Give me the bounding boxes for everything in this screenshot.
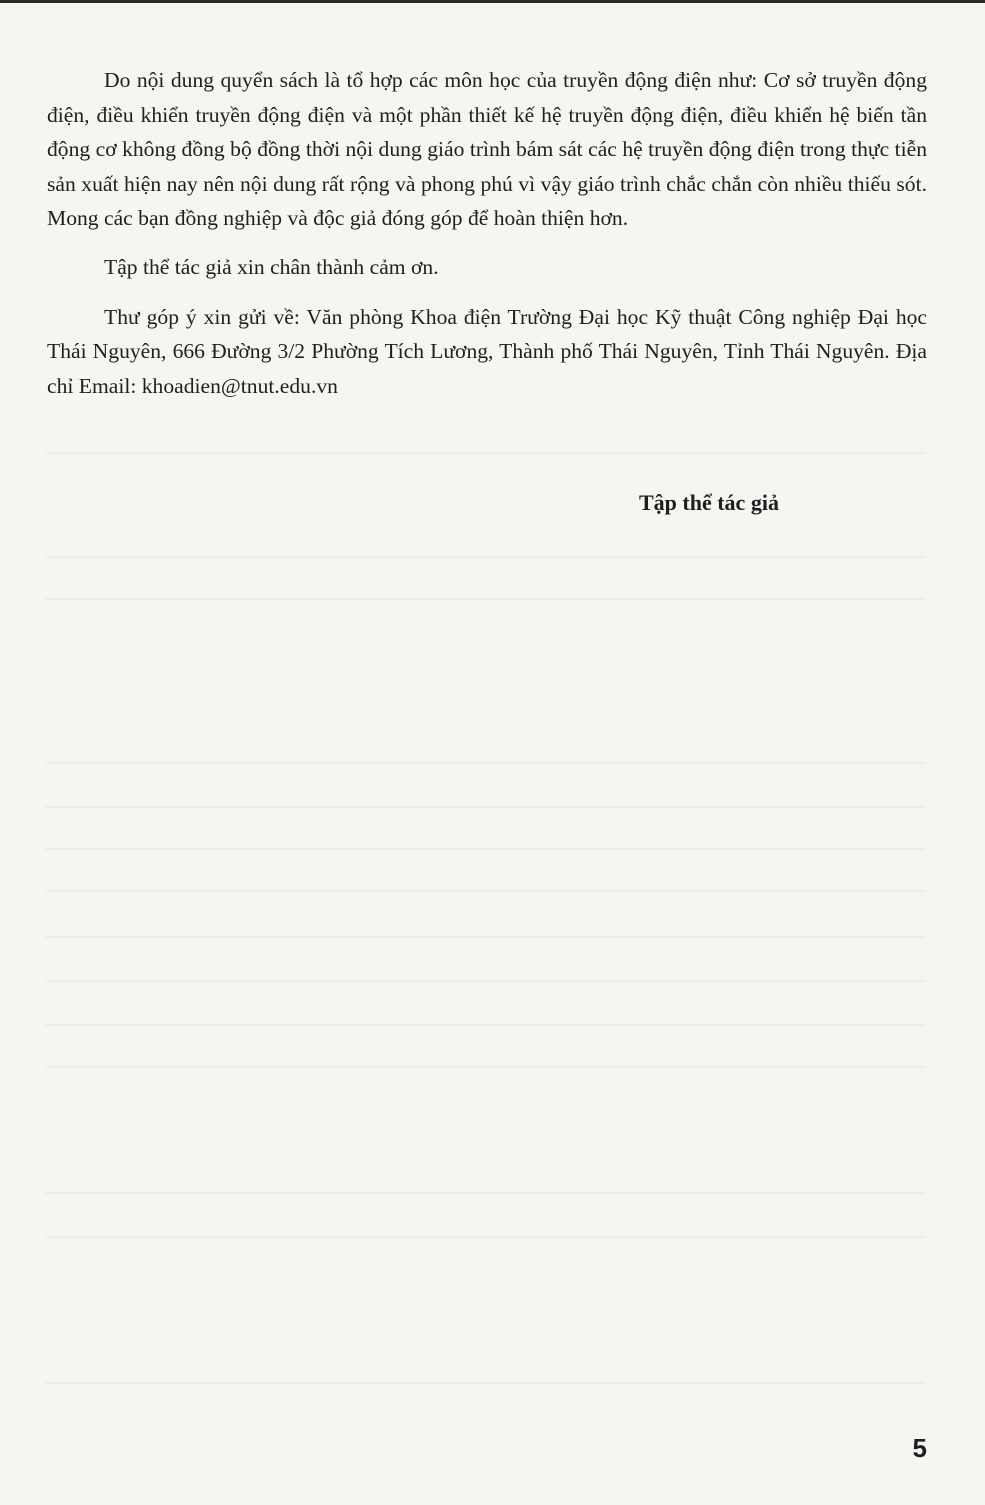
bleed-through-line	[45, 936, 925, 938]
bleed-through-line	[45, 598, 925, 600]
bleed-through-line	[45, 1024, 925, 1026]
bleed-through-line	[45, 806, 925, 808]
author-signature: Tập thể tác giả	[639, 490, 779, 515]
bleed-through-line	[45, 556, 925, 558]
paragraph-contact: Thư góp ý xin gửi về: Văn phòng Khoa điện Trường Đại học Kỹ thuật Công nghiệp Đại học Thái Nguyên, 666 Đường 3/2 Phường Tích Lương, Thành phố Thái Nguyên, Tỉnh Thái Nguyên. Địa chỉ Email: khoadien@tnut.edu.vn	[47, 304, 927, 398]
bleed-through-line	[45, 1066, 925, 1068]
bleed-through-line	[45, 980, 925, 982]
bleed-through-line	[45, 452, 925, 454]
bleed-through-line	[45, 762, 925, 764]
bleed-through-line	[45, 1236, 925, 1238]
bleed-through-line	[45, 1382, 925, 1384]
bleed-through-line	[45, 848, 925, 850]
paragraph-content-note: Do nội dung quyển sách là tổ hợp các môn học của truyền động điện như: Cơ sở truyền động điện, điều khiển truyền động điện và một phần thiết kế hệ truyền động điện, điều khiển hệ biến tần động cơ không đồng bộ đồng thời nội dung giáo trình bám sát các hệ truyền động điện trong thực tiễn sản xuất hiện nay nên nội dung rất rộng và phong phú vì vậy giáo trình chắc chắn còn nhiều thiếu sót. Mong các bạn đồng nghiệp và độc giả đóng góp để hoàn thiện hơn.	[47, 68, 927, 231]
preface-body	[47, 63, 927, 418]
top-edge-rule	[0, 0, 985, 3]
page-number: 5	[912, 1433, 927, 1463]
paragraph-thanks: Tập thể tác giả xin chân thành cảm ơn.	[104, 255, 439, 280]
bleed-through-line	[45, 1192, 925, 1194]
bleed-through-line	[45, 890, 925, 892]
